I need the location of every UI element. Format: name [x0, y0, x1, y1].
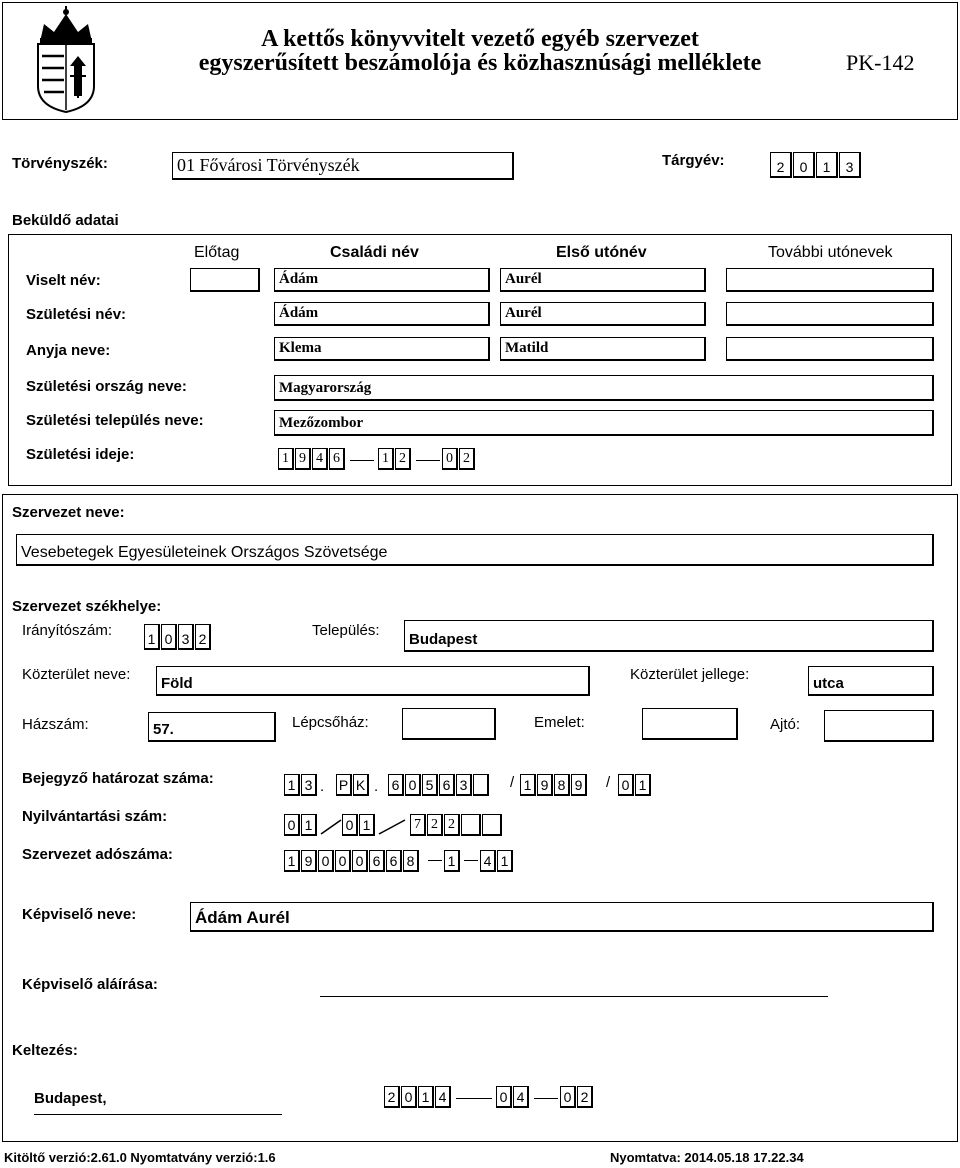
col-prefix-header: Előtag [194, 244, 240, 261]
dating-dash [534, 1098, 558, 1099]
street-label: Közterület neve: [22, 666, 131, 683]
city-field[interactable]: Budapest [404, 620, 934, 652]
decision-cells-c[interactable] [388, 774, 490, 796]
registry-digit: 2 [444, 814, 460, 836]
org-name-field[interactable]: Vesebetegek Egyesületeinek Országos Szövetsége [16, 534, 934, 566]
street-field[interactable]: Föld [156, 666, 590, 696]
decision-cells-e[interactable] [618, 774, 652, 796]
birth-country-label: Születési ország neve: [26, 378, 187, 395]
tax-digit: 0 [318, 850, 334, 872]
birth-year-digit: 4 [312, 448, 328, 470]
birth-name-label: Születési név: [26, 306, 127, 323]
door-field[interactable] [824, 710, 934, 742]
floor-label: Emelet: [534, 714, 585, 731]
dating-month-digit: 0 [496, 1086, 512, 1108]
zip-digit: 2 [195, 624, 211, 650]
door-label: Ajtó: [770, 716, 801, 733]
col-more-header: További utónevek [768, 244, 893, 261]
birth-month-cells[interactable] [378, 448, 412, 470]
year-digit: 0 [793, 152, 815, 178]
dating-year-cells[interactable] [384, 1086, 452, 1108]
decision-digit: 6 [388, 774, 404, 796]
court-label: Törvényszék: [12, 155, 108, 172]
decision-digit: 3 [301, 774, 317, 796]
stairway-field[interactable] [402, 708, 496, 740]
tax-cells-a[interactable] [284, 850, 420, 872]
decision-number-label: Bejegyző határozat száma: [22, 770, 214, 787]
decision-cells-d[interactable] [520, 774, 588, 796]
coat-of-arms-logo [30, 6, 102, 114]
representative-name-field[interactable]: Ádám Aurél [190, 902, 934, 932]
year-digit: 3 [839, 152, 861, 178]
decision-letter: P [336, 774, 352, 796]
tax-digit: 1 [444, 850, 460, 872]
decision-digit: 5 [422, 774, 438, 796]
dating-dash [456, 1098, 492, 1099]
decision-dot-separator: . [374, 778, 379, 795]
decision-cells-a[interactable] [284, 774, 318, 796]
representative-signature-label: Képviselő aláírása: [22, 976, 158, 993]
decision-digit: 9 [571, 774, 587, 796]
tax-digit: 6 [386, 850, 402, 872]
registry-digit: 0 [342, 814, 358, 836]
tax-digit: 0 [335, 850, 351, 872]
worn-first-field[interactable]: Aurél [500, 268, 706, 292]
year-cells[interactable] [770, 152, 862, 178]
birth-year-digit: 6 [329, 448, 345, 470]
tax-digit: 6 [369, 850, 385, 872]
dating-day-cells[interactable] [560, 1086, 594, 1108]
decision-slash-separator: / [510, 774, 515, 791]
registry-number-label: Nyilvántartási szám: [22, 808, 168, 825]
zip-digit: 1 [144, 624, 160, 650]
zip-digit: 3 [178, 624, 194, 650]
org-seat-label: Szervezet székhelye: [12, 598, 162, 615]
worn-name-label: Viselt név: [26, 272, 101, 289]
mother-family-field[interactable]: Klema [274, 337, 490, 361]
tax-digit: 4 [480, 850, 496, 872]
decision-digit: 1 [284, 774, 300, 796]
decision-digit: 9 [537, 774, 553, 796]
footer-version: Kitöltő verzió:2.61.0 Nyomtatvány verzió:1.6 [4, 1150, 276, 1165]
street-type-field[interactable]: utca [808, 666, 934, 696]
zip-label: Irányítószám: [22, 622, 113, 639]
mother-more-field[interactable] [726, 337, 934, 361]
birth-family-field[interactable]: Ádám [274, 302, 490, 326]
floor-field[interactable] [642, 708, 738, 740]
birth-year-digit: 9 [295, 448, 311, 470]
mother-name-label: Anyja neve: [26, 342, 111, 359]
worn-family-field[interactable]: Ádám [274, 268, 490, 292]
date-dash [350, 460, 374, 461]
birth-country-field[interactable]: Magyarország [274, 375, 934, 401]
tax-digit: 0 [352, 850, 368, 872]
mother-first-field[interactable]: Matild [500, 337, 706, 361]
dating-year-digit: 1 [418, 1086, 434, 1108]
decision-letter: K [353, 774, 369, 796]
tax-digit: 1 [497, 850, 513, 872]
birth-day-digit: 2 [459, 448, 475, 470]
dating-month-cells[interactable] [496, 1086, 530, 1108]
dating-year-digit: 0 [401, 1086, 417, 1108]
registry-cells-a[interactable] [284, 814, 318, 836]
birth-month-digit: 2 [395, 448, 411, 470]
dating-day-digit: 0 [560, 1086, 576, 1108]
registry-digit: 7 [410, 814, 426, 836]
worn-more-field[interactable] [726, 268, 934, 292]
birth-first-field[interactable]: Aurél [500, 302, 706, 326]
dating-day-digit: 2 [577, 1086, 593, 1108]
date-dash [416, 460, 440, 461]
org-name-label: Szervezet neve: [12, 504, 125, 521]
registry-digit: 2 [427, 814, 443, 836]
birth-day-cells[interactable] [442, 448, 476, 470]
sender-section-label: Beküldő adatai [12, 212, 119, 229]
dating-year-digit: 4 [435, 1086, 451, 1108]
decision-digit: 8 [554, 774, 570, 796]
decision-digit: 1 [520, 774, 536, 796]
tax-dash [428, 860, 442, 861]
form-title-line1: A kettős könyvvitelt vezető egyéb szervezet [261, 26, 699, 52]
birth-month-digit: 1 [378, 448, 394, 470]
year-digit: 2 [770, 152, 792, 178]
footer-printed: Nyomtatva: 2014.05.18 17.22.34 [610, 1150, 804, 1165]
registry-digit: 1 [359, 814, 375, 836]
birth-year-digit: 1 [278, 448, 294, 470]
decision-digit [473, 774, 489, 796]
registry-digit [461, 814, 481, 836]
year-digit: 1 [816, 152, 838, 178]
registry-digit [482, 814, 502, 836]
registry-slash-separator [378, 814, 406, 841]
form-title-line2: egyszerűsített beszámolója és közhasznúsági melléklete [198, 50, 762, 76]
tax-digit: 8 [403, 850, 419, 872]
decision-slash-separator: / [606, 774, 611, 791]
signature-line[interactable] [320, 996, 828, 997]
decision-digit: 0 [405, 774, 421, 796]
house-number-label: Házszám: [22, 716, 89, 733]
decision-cells-b[interactable] [336, 774, 370, 796]
street-type-label: Közterület jellege: [630, 666, 750, 683]
tax-dash [464, 860, 478, 861]
representative-name-label: Képviselő neve: [22, 906, 137, 923]
form-code: PK-142 [846, 50, 915, 75]
registry-slash-separator [320, 814, 342, 841]
registry-digit: 1 [301, 814, 317, 836]
decision-digit: 6 [439, 774, 455, 796]
house-number-field[interactable]: 57. [148, 712, 276, 742]
decision-digit: 0 [618, 774, 634, 796]
birth-date-label: Születési ideje: [26, 446, 135, 463]
decision-digit: 1 [635, 774, 651, 796]
dating-place: Budapest, [34, 1090, 107, 1107]
tax-number-label: Szervezet adószáma: [22, 846, 173, 863]
birth-day-digit: 0 [442, 448, 458, 470]
dating-year-digit: 2 [384, 1086, 400, 1108]
birth-year-cells[interactable] [278, 448, 346, 470]
birth-city-label: Születési település neve: [26, 412, 204, 429]
col-first-header: Első utónév [556, 244, 647, 261]
court-field[interactable]: 01 Fővárosi Törvényszék [172, 152, 514, 180]
tax-digit: 9 [301, 850, 317, 872]
birth-city-field[interactable]: Mezőzombor [274, 410, 934, 436]
city-label: Település: [312, 622, 380, 639]
stairway-label: Lépcsőház: [292, 714, 369, 731]
dating-label: Keltezés: [12, 1042, 78, 1059]
tax-cells-c[interactable] [480, 850, 514, 872]
registry-cells-b[interactable] [342, 814, 376, 836]
tax-cells-b[interactable] [444, 850, 461, 872]
dating-month-digit: 4 [513, 1086, 529, 1108]
decision-dot-separator: . [320, 778, 325, 795]
decision-digit: 3 [456, 774, 472, 796]
tax-digit: 1 [284, 850, 300, 872]
dating-place-line [34, 1114, 282, 1115]
registry-digit: 0 [284, 814, 300, 836]
worn-prefix-field[interactable] [190, 268, 260, 292]
registry-cells-c[interactable] [410, 814, 503, 836]
zip-cells[interactable] [144, 624, 212, 650]
zip-digit: 0 [161, 624, 177, 650]
col-family-header: Családi név [330, 244, 419, 261]
birth-more-field[interactable] [726, 302, 934, 326]
year-label: Tárgyév: [662, 152, 725, 169]
